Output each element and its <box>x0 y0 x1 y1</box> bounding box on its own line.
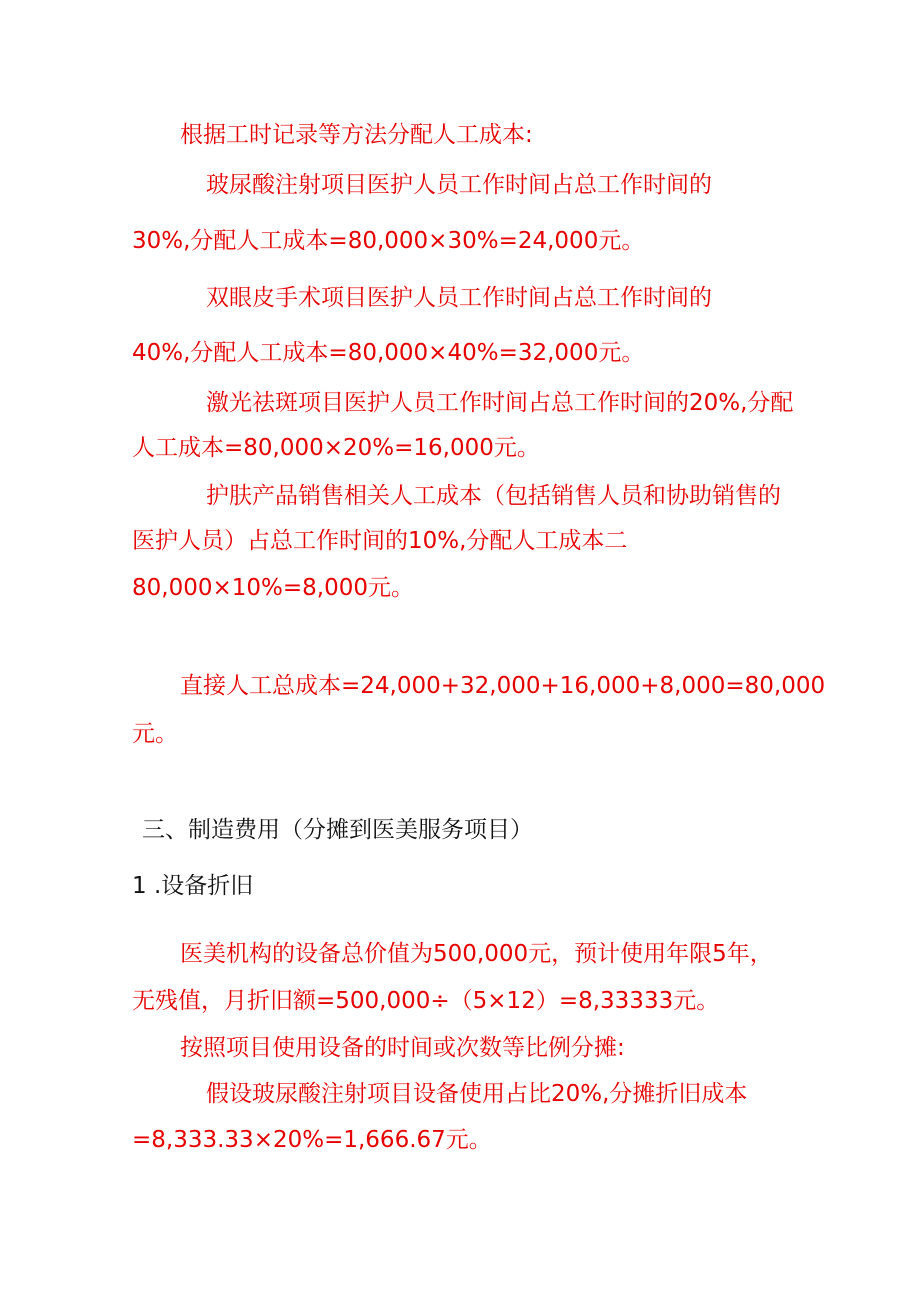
hyaluronic-labor-line2: 30%,分配人工成本=80,000×30%=24,000元。 <box>132 228 645 254</box>
skincare-labor-line2: 医护人员）占总工作时间的10%,分配人工成本二 <box>132 528 628 554</box>
direct-labor-total-line2: 元。 <box>132 721 178 747</box>
skincare-labor-line1: 护肤产品销售相关人工成本（包括销售人员和协助销售的 <box>206 483 781 509</box>
section3-subheading: 1 .设备折旧 <box>132 873 254 899</box>
skincare-labor-line3: 80,000×10%=8,000元。 <box>132 575 414 601</box>
hyaluronic-depreciation-line1: 假设玻尿酸注射项目设备使用占比20%,分摊折旧成本 <box>206 1081 748 1107</box>
hyaluronic-depreciation-line2: =8,333.33×20%=1,666.67元。 <box>132 1127 492 1153</box>
hyaluronic-labor-line1: 玻尿酸注射项目医护人员工作时间占总工作时间的 <box>206 172 712 198</box>
laser-labor-line2: 人工成本=80,000×20%=16,000元。 <box>132 435 540 461</box>
double-eyelid-labor-line1: 双眼皮手术项目医护人员工作时间占总工作时间的 <box>206 285 712 311</box>
direct-labor-total-line1: 直接人工总成本=24,000+32,000+16,000+8,000=80,000 <box>180 673 826 699</box>
laser-labor-line1: 激光祛斑项目医护人员工作时间占总工作时间的20%,分配 <box>206 390 794 416</box>
equipment-depreciation-line2: 无残值，月折旧额=500,000÷（5×12）=8,33333元。 <box>132 988 720 1014</box>
double-eyelid-labor-line2: 40%,分配人工成本=80,000×40%=32,000元。 <box>132 340 645 366</box>
equipment-depreciation-line1: 医美机构的设备总价值为500,000元，预计使用年限5年， <box>180 941 773 967</box>
labor-allocation-intro: 根据工时记录等方法分配人工成本: <box>180 122 533 148</box>
section3-heading: 三、制造费用（分摊到医美服务项目） <box>142 817 533 843</box>
allocation-method: 按照项目使用设备的时间或次数等比例分摊: <box>180 1035 625 1061</box>
